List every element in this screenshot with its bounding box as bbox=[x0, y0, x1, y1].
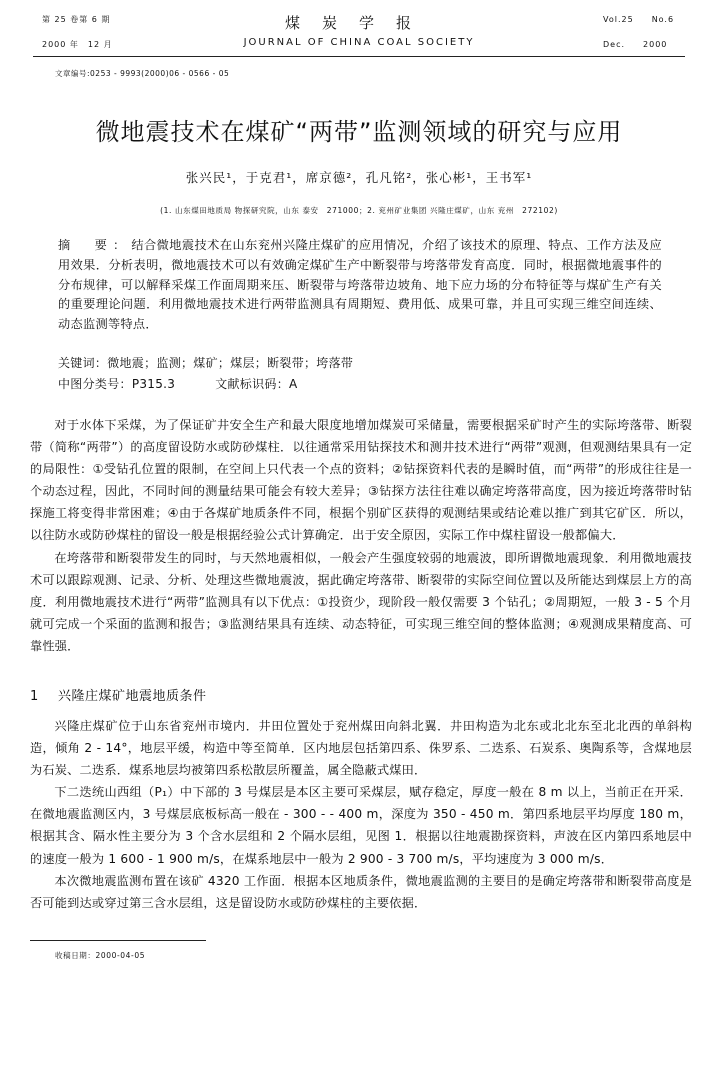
intro-paragraph: 在垮落带和断裂带发生的同时，与天然地震相似，一般会产生强度较弱的地震波，即所谓微地震现象．利用微地震技术可以跟踪观测、记录、分析、处理这些微地震波，据此确定垮落带、断裂带的实际空间位置以及所能达到煤层上方的高度．利用微地震技术进行“两带”监测具有以下优点：①投资少，现阶段一般仅需要 3 个钻孔；②周期短，一般 3 - 5 个月就可完成一个采面的监测和报告；③监测结果具有连续、动态特征，可实现三维空间的整体监测；④观测成果精度高、可靠性强． bbox=[30, 550, 692, 653]
header-rule bbox=[33, 56, 685, 57]
journal-name-en: JOURNAL OF CHINA COAL SOCIETY bbox=[243, 37, 475, 48]
doc-code-label: 文献标识码： bbox=[215, 377, 290, 391]
clc-label: 中图分类号： bbox=[58, 377, 132, 391]
abstract bbox=[58, 236, 662, 335]
abstract-text: 结合微地震技术在山东兖州兴隆庄煤矿的应用情况，介绍了该技术的原理、特点、工作方法及应用效果．分析表明，微地震技术可以有效确定煤矿生产中断裂带与垮落带发育高度．同时，根据微地震事件的分布规律，可以解释采煤工作面周期来压、断裂带与垮落带边坡角、地下应力场的分布特征等与煤矿生产有关的重要理论问题．利用微地震技术进行两带监测具有周期短、费用低、成果可靠，并且可实现三维空间连续、动态监测等特点． bbox=[58, 238, 662, 332]
date-en: Dec. 2000 bbox=[603, 40, 668, 49]
section-paragraph: 下二迭统山西组（P₁）中下部的 3 号煤层是本区主要可采煤层，赋存稳定，厚度一般在 8 m 以上，当前正在开采．在微地震监测区内，3 号煤层底板标高一般在 - 300 - - 400 m，深度为 350 - 450 m．第四系地层平均厚度 180 m，根据其含、隔水性主要分为 3 个含水层组和 2 个隔水层组，见图 1．根据以往地震勘探资料，声波在区内第四系地层中的速度一般为 1 600 - 1 900 m/s，在煤系地层中一般为 2 900 - 3 700 m/s，平均速度为 3 000 m/s． bbox=[30, 785, 692, 866]
affiliation: (1. 山东煤田地质局 物探研究院，山东 泰安 271000；2. 兖州矿业集团 兴隆庄煤矿，山东 兖州 272102) bbox=[160, 206, 558, 215]
abstract-label: 摘 要： bbox=[58, 238, 132, 252]
keywords bbox=[58, 354, 662, 371]
classification bbox=[58, 375, 662, 392]
paper-title: 微地震技术在煤矿“两带”监测领域的研究与应用 bbox=[95, 118, 623, 147]
volume-number-en: Vol.25 No.6 bbox=[603, 15, 675, 24]
author-list: 张兴民¹，于克君¹，席京德²，孔凡铭²，张心彬¹，王书军¹ bbox=[185, 170, 533, 185]
footnote-rule bbox=[30, 940, 206, 941]
intro-section bbox=[30, 414, 692, 657]
article-number: 文章编号:0253 - 9993(2000)06 - 0566 - 05 bbox=[55, 69, 230, 78]
section-number: 1 bbox=[30, 689, 39, 704]
section-body bbox=[30, 715, 692, 914]
journal-name-cn: 煤炭学报 bbox=[284, 14, 433, 32]
date-cn: 2000 年 12 月 bbox=[42, 40, 113, 49]
section-title: 兴隆庄煤矿地震地质条件 bbox=[58, 689, 207, 704]
intro-paragraph: 对于水体下采煤，为了保证矿井安全生产和最大限度地增加煤炭可采储量，需要根据采矿时产生的实际垮落带、断裂带（简称“两带”）的高度留设防水或防砂煤柱．以往通常采用钻探技术和测井技术进行“两带”观测，但观测结果具有一定的局限性：①受钻孔位置的限制，在空间上只代表一个点的资料；②钻探资料代表的是瞬时值，而“两带”的形成往往是一个动态过程，因此，不同时间的测量结果可能会有较大差异；③钻探方法往往难以确定垮落带高度，因为接近垮落带时钻探施工将变得非常困难；④由于各煤矿地质条件不同，根据个别矿区获得的观测结果或结论难以推广到其它矿区．所以，以往防水或防砂煤柱的留设一般是根据经验公式计算确定．出于安全原因，实际工作中煤柱留设一般都偏大． bbox=[30, 418, 692, 543]
keywords-label: 关键词： bbox=[58, 356, 108, 370]
section-heading bbox=[30, 685, 207, 704]
doc-code-value: A bbox=[289, 377, 298, 391]
volume-issue-cn: 第 25 卷第 6 期 bbox=[42, 15, 111, 24]
received-date-footnote: 收稿日期：2000-04-05 bbox=[55, 951, 146, 960]
section-paragraph: 本次微地震监测布置在该矿 4320 工作面．根据本区地质条件，微地震监测的主要目的是确定垮落带和断裂带高度是否可能到达或穿过第三含水层组，这是留设防水或防砂煤柱的主要依据． bbox=[30, 873, 692, 910]
section-paragraph: 兴隆庄煤矿位于山东省兖州市境内．井田位置处于兖州煤田向斜北翼．井田构造为北东或北北东至北北西的单斜构造，倾角 2 - 14°，地层平缓，构造中等至简单．区内地层包括第四系、侏罗系、二迭系、石炭系、奥陶系等，含煤地层为石炭、二迭系．煤系地层均被第四系松散层所覆盖，属全隐蔽式煤田． bbox=[30, 719, 692, 778]
clc-value: P315.3 bbox=[131, 377, 176, 391]
keywords-text: 微地震；监测；煤矿；煤层；断裂带；垮落带 bbox=[107, 356, 354, 370]
